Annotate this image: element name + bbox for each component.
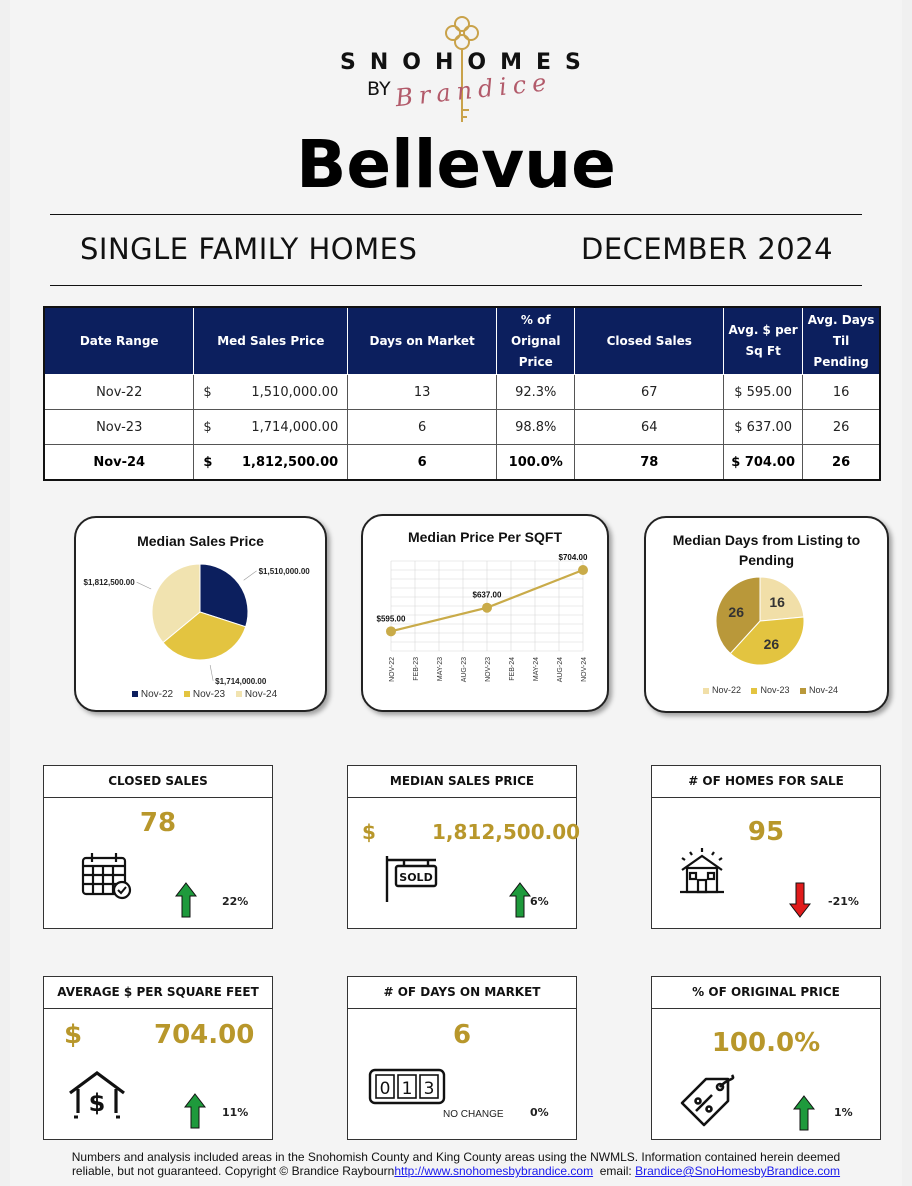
chart-title: Median Sales Price (137, 533, 264, 549)
median-sales-price-pie (76, 548, 325, 688)
stats-table (43, 306, 881, 481)
cell-price (194, 410, 348, 445)
avg-sqft-value: 704.00 (154, 1020, 255, 1050)
brand-by: BY (367, 78, 391, 100)
legend-label: Nov-24 (809, 685, 839, 695)
data-point (386, 626, 396, 636)
table-header-row (44, 307, 880, 375)
change-pct: 1% (834, 1106, 853, 1119)
median-price-value: 1,812,500.00 (432, 820, 581, 844)
pie-data-label: $1,812,500.00 (83, 578, 135, 588)
price-tag-icon (676, 1073, 738, 1127)
up-arrow-icon (793, 1095, 815, 1131)
house-icon (676, 848, 728, 896)
homes-for-sale-value: 95 (747, 817, 785, 847)
cell-closed: 64 (575, 410, 724, 445)
svg-text:3: 3 (423, 1079, 435, 1099)
change-pct: 0% (530, 1106, 549, 1119)
x-tick-label: NOV-22 (389, 657, 396, 682)
legend-label: Nov-24 (244, 689, 278, 700)
divider-bottom (50, 285, 862, 286)
x-tick-label: MAY-24 (533, 657, 540, 682)
svg-text:0: 0 (379, 1079, 391, 1099)
chart-legend (76, 689, 325, 700)
col-pct-original: % of Orignal Price (497, 307, 575, 375)
cell-dom: 13 (348, 375, 497, 410)
label-leader (210, 665, 213, 681)
pct-original-price-box (651, 976, 881, 1140)
no-change-note: NO CHANGE (443, 1109, 504, 1120)
cell-price (194, 375, 348, 410)
city-title: Bellevue (296, 126, 616, 203)
legend-swatch (184, 691, 190, 697)
box-title: AVERAGE $ PER SQUARE FEET (44, 977, 272, 1009)
footer-disclaimer (10, 1150, 902, 1178)
cell-sqft: $ 637.00 (724, 410, 803, 445)
chart-legend (646, 685, 887, 695)
col-avg-sqft: Avg. $ per Sq Ft (724, 307, 803, 375)
change-pct: 6% (530, 895, 549, 908)
currency-symbol: $ (362, 820, 376, 844)
pct-original-value: 100.0% (711, 1028, 821, 1058)
svg-text:SOLD: SOLD (399, 871, 433, 884)
up-arrow-icon (509, 882, 531, 918)
counter-icon (368, 1067, 448, 1107)
cell-pending: 26 (803, 410, 880, 445)
table-row (44, 445, 880, 481)
cell-range: Nov-22 (44, 375, 194, 410)
footer-line-1: Numbers and analysis included areas in the Snohomish County and King County areas using the NWMLS. Information contained herein deemed (71, 1150, 841, 1164)
pie-data-label: $1,714,000.00 (215, 676, 267, 686)
cell-price (194, 445, 348, 481)
pie-data-label: $1,510,000.00 (258, 566, 310, 576)
cell-currency: $ (203, 419, 212, 435)
box-title: CLOSED SALES (44, 766, 272, 798)
down-arrow-icon (789, 882, 811, 918)
data-point (482, 603, 492, 613)
days-to-pending-pie (646, 573, 887, 683)
table-row (44, 375, 880, 410)
cell-currency: $ (203, 454, 213, 470)
label-leader (244, 571, 257, 580)
cell-sqft: $ 595.00 (724, 375, 803, 410)
box-title: # OF DAYS ON MARKET (348, 977, 576, 1009)
x-tick-label: FEB-24 (509, 657, 516, 681)
col-date-range: Date Range (44, 307, 194, 375)
market-report-page (10, 0, 902, 1186)
legend-label: Nov-22 (140, 689, 174, 700)
median-sales-price-box (347, 765, 581, 929)
median-sales-price-card (74, 516, 327, 712)
property-type: SINGLE FAMILY HOMES (80, 232, 418, 266)
cell-dom: 6 (348, 445, 497, 481)
legend-label: Nov-22 (711, 685, 741, 695)
table-row (44, 410, 880, 445)
cell-dom: 6 (348, 410, 497, 445)
data-label: $704.00 (558, 553, 588, 562)
legend-swatch (703, 688, 709, 694)
cell-pct: 92.3% (497, 375, 575, 410)
divider-top (50, 214, 862, 215)
cell-closed: 78 (575, 445, 724, 481)
up-arrow-icon (175, 882, 197, 918)
legend-swatch (132, 691, 138, 697)
change-pct: -21% (828, 895, 859, 908)
cell-currency: $ (203, 384, 212, 400)
cell-pending: 26 (803, 445, 880, 481)
col-closed-sales: Closed Sales (575, 307, 724, 375)
cell-price-value: 1,812,500.00 (241, 454, 339, 470)
footer-line-2 (10, 1164, 902, 1178)
email-link[interactable]: Brandice@SnoHomesbyBrandice.com (635, 1164, 841, 1178)
legend-label: Nov-23 (192, 689, 226, 700)
median-price-sqft-line-chart (363, 551, 607, 701)
pie-data-label: 26 (728, 603, 744, 620)
days-on-market-box (347, 976, 577, 1140)
label-leader (137, 582, 151, 589)
cell-pct: 100.0% (497, 445, 575, 481)
change-pct: 22% (222, 895, 249, 908)
sold-sign-icon (384, 854, 440, 904)
box-title: MEDIAN SALES PRICE (348, 766, 576, 798)
website-link[interactable]: http://www.snohomesbybrandice.com (394, 1164, 594, 1178)
days-to-pending-card (644, 516, 889, 713)
x-tick-label: NOV-24 (581, 657, 588, 682)
x-tick-label: MAY-23 (437, 657, 444, 682)
data-point (578, 565, 588, 575)
cell-sqft: $ 704.00 (724, 445, 803, 481)
x-tick-label: AUG-23 (461, 657, 468, 683)
cell-range: Nov-24 (44, 445, 194, 481)
cell-range: Nov-23 (44, 410, 194, 445)
col-days-pending: Avg. Days Til Pending (803, 307, 880, 375)
svg-text:1: 1 (401, 1079, 413, 1099)
email-label: email: (593, 1164, 636, 1178)
cell-price-value: 1,510,000.00 (251, 384, 339, 400)
box-title: # OF HOMES FOR SALE (652, 766, 880, 798)
closed-sales-box (43, 765, 273, 929)
legend-swatch (751, 688, 757, 694)
legend-label: Nov-23 (760, 685, 790, 695)
brand-wordmark: SNOHOMES (340, 50, 595, 75)
x-tick-label: AUG-24 (557, 657, 564, 683)
change-pct: 11% (222, 1106, 249, 1119)
col-med-sales-price: Med Sales Price (194, 307, 348, 375)
median-price-sqft-card (361, 514, 609, 712)
currency-symbol: $ (64, 1020, 83, 1050)
cell-closed: 67 (575, 375, 724, 410)
x-tick-label: NOV-23 (485, 657, 492, 682)
closed-sales-value: 78 (139, 808, 177, 838)
cell-pct: 98.8% (497, 410, 575, 445)
calendar-icon (80, 850, 132, 900)
brand-script: Brandice (393, 67, 554, 113)
cell-price-value: 1,714,000.00 (251, 419, 339, 435)
report-month: DECEMBER 2024 (581, 232, 834, 266)
avg-price-sqft-box (43, 976, 273, 1140)
legend-swatch (236, 691, 242, 697)
pie-data-label: 26 (763, 635, 780, 652)
pie-data-label: 16 (769, 594, 785, 611)
copyright-text: reliable, but not guaranteed. Copyright © Brandice Raybourn (71, 1164, 395, 1178)
up-arrow-icon (184, 1093, 206, 1129)
col-days-on-market: Days on Market (348, 307, 497, 375)
legend-swatch (800, 688, 806, 694)
chart-title: Median Days from Listing to Pending (672, 532, 861, 568)
data-label: $595.00 (376, 614, 406, 624)
house-dollar-icon (66, 1069, 128, 1121)
svg-text:$: $ (88, 1089, 106, 1117)
data-label: $637.00 (472, 590, 502, 600)
cell-pending: 16 (803, 375, 880, 410)
box-title: % OF ORIGINAL PRICE (652, 977, 880, 1009)
days-on-market-value: 6 (452, 1020, 472, 1050)
x-tick-label: FEB-23 (413, 657, 420, 681)
homes-for-sale-box (651, 765, 881, 929)
chart-title: Median Price Per SQFT (407, 529, 563, 545)
